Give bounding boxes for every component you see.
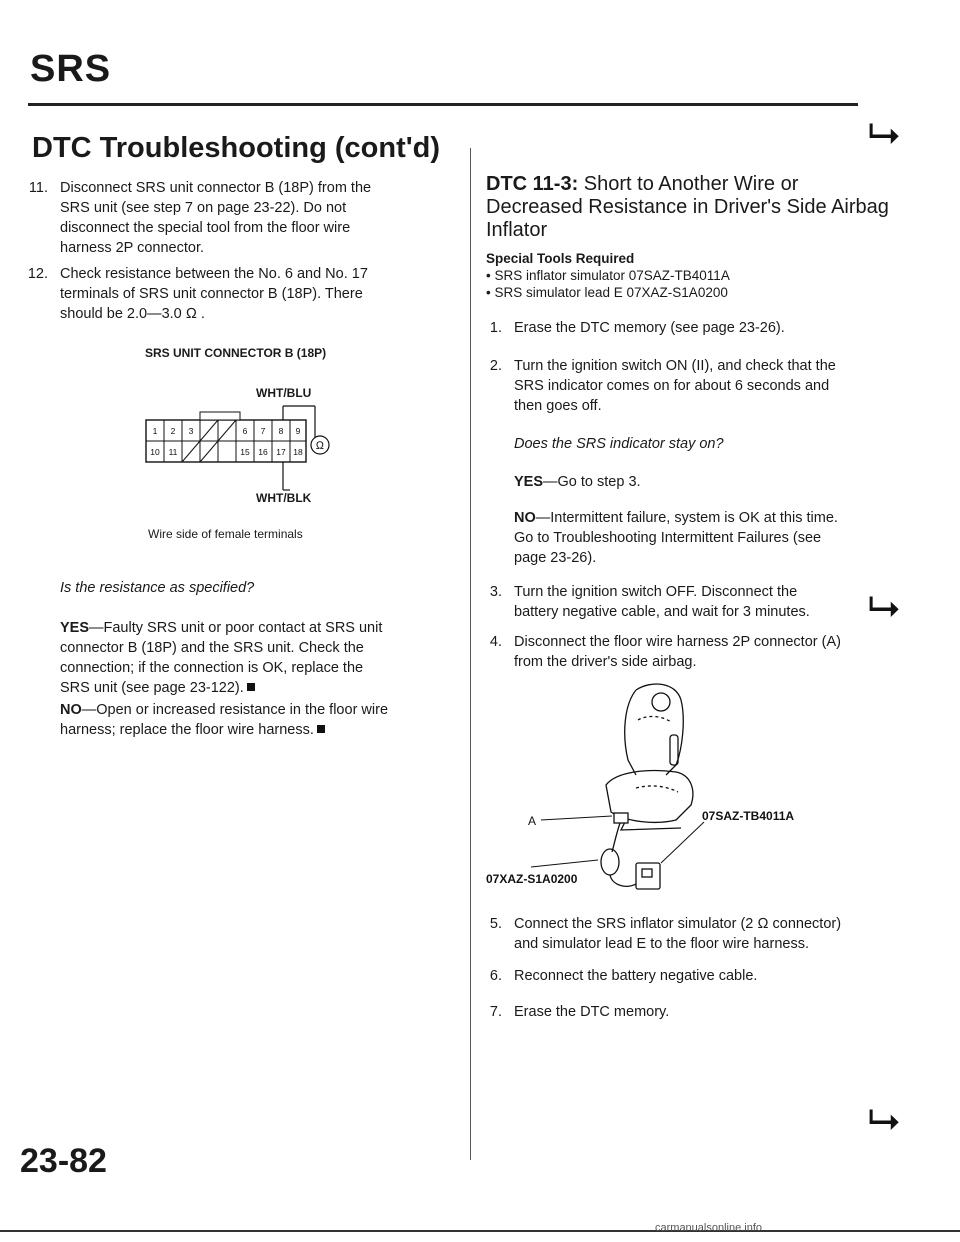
wire-label-top: WHT/BLU — [256, 386, 312, 400]
step-number: 5. — [489, 916, 502, 932]
no-label: NO — [60, 702, 82, 718]
page-number: 23-82 — [20, 1142, 107, 1180]
connector-figure-title: SRS UNIT CONNECTOR B (18P) — [145, 346, 327, 360]
no-answer — [60, 700, 470, 740]
question-resistance: Is the resistance as specified? — [60, 580, 255, 596]
step-number: 7. — [489, 1004, 502, 1020]
terminal-label: 15 — [240, 447, 250, 457]
terminal-label: 3 — [188, 426, 194, 436]
step-line: terminals of SRS unit connector B (18P). There — [60, 286, 363, 302]
callout-tool-2: 07XAZ-S1A0200 — [486, 872, 578, 886]
terminal-label: 10 — [150, 447, 160, 457]
step-line: Reconnect the battery negative cable. — [514, 968, 758, 984]
answer-line: page 23-26). — [514, 550, 597, 566]
step-line: from the driver's side airbag. — [514, 654, 697, 670]
callout-tool-1: 07SAZ-TB4011A — [702, 809, 795, 823]
step-number: 12. — [27, 266, 48, 282]
terminal-label: 6 — [242, 426, 248, 436]
terminal-label: 1 — [152, 426, 158, 436]
connector-figure-caption: Wire side of female terminals — [148, 527, 303, 541]
inflator-simulator-box — [636, 863, 660, 889]
step-number: 3. — [489, 584, 502, 600]
continuation-mark-bottom: ⮡ — [868, 1098, 900, 1142]
question-indicator: Does the SRS indicator stay on? — [514, 436, 724, 452]
dtc-title-line: Decreased Resistance in Driver's Side Airbag — [486, 196, 889, 218]
answer-line: SRS unit (see page 23-122). — [60, 680, 244, 696]
continuation-mark-middle: ⮡ — [868, 585, 900, 629]
callout-a: A — [528, 814, 537, 828]
step-line: Turn the ignition switch OFF. Disconnect the — [514, 584, 798, 600]
section-tag: SRS — [30, 48, 112, 90]
answer-line: connector B (18P) and the SRS unit. Check the — [60, 640, 364, 656]
step-line: harness 2P connector. — [60, 240, 205, 256]
yes-label: YES — [514, 474, 544, 490]
answer-line: harness; replace the floor wire harness. — [60, 722, 314, 738]
connector-diagram — [140, 398, 340, 498]
terminal-label: 18 — [293, 447, 303, 457]
step-line: Turn the ignition switch ON (II), and check that the — [514, 358, 836, 374]
answer-line: —Open or increased resistance in the floor wire — [81, 702, 389, 718]
page-title: DTC Troubleshooting (cont'd) — [32, 132, 440, 164]
step-line: should be 2.0—3.0 Ω . — [60, 306, 205, 322]
step-line: disconnect the special tool from the floor wire — [60, 220, 351, 236]
end-mark-icon — [247, 683, 255, 691]
no-answer-right — [514, 508, 914, 568]
dtc-title — [486, 173, 889, 242]
wire-label-bottom: WHT/BLK — [256, 491, 312, 505]
terminal-label: 9 — [295, 426, 301, 436]
step-line: battery negative cable, and wait for 3 minutes. — [514, 604, 810, 620]
continuation-mark-top: ⮡ — [868, 112, 900, 156]
yes-answer-right — [514, 472, 894, 492]
step-line: Erase the DTC memory. — [514, 1004, 670, 1020]
terminal-label: 8 — [278, 426, 284, 436]
no-label: NO — [514, 510, 536, 526]
step-line: Check resistance between the No. 6 and No. 17 — [60, 266, 368, 282]
yes-label: YES — [60, 620, 90, 636]
tool-item: • SRS inflator simulator 07SAZ-TB4011A — [486, 268, 730, 283]
terminal-label: 16 — [258, 447, 268, 457]
terminal-label: 11 — [168, 447, 178, 457]
dtc-title-line: Inflator — [486, 219, 548, 241]
terminal-label: 17 — [276, 447, 286, 457]
answer-line: —Faulty SRS unit or poor contact at SRS unit — [89, 620, 383, 636]
watermark-link[interactable]: carmanualsonline.info — [655, 1222, 763, 1234]
step-line: Connect the SRS inflator simulator (2 Ω connector) — [514, 916, 842, 932]
seat-back-outline — [636, 684, 683, 775]
answer-line: —Intermittent failure, system is OK at this time. — [535, 510, 838, 526]
ohmmeter-symbol: Ω — [315, 440, 325, 452]
footer-rule — [0, 1230, 960, 1232]
dtc-title-line: Short to Another Wire or — [578, 173, 799, 195]
tool-item: • SRS simulator lead E 07XAZ-S1A0200 — [486, 285, 728, 300]
terminal-label: 7 — [260, 426, 266, 436]
step-number: 4. — [489, 634, 502, 650]
special-tools — [486, 250, 886, 301]
step-line: and simulator lead E to the floor wire harness. — [514, 936, 809, 952]
headrest-shape — [652, 693, 670, 711]
harness-connector-shape — [614, 813, 628, 823]
simulator-lead-loop — [601, 849, 619, 875]
step-line: Disconnect the floor wire harness 2P connector (A) — [514, 634, 841, 650]
step-number: 1. — [489, 320, 502, 336]
step-line: Erase the DTC memory (see page 23-26). — [514, 320, 785, 336]
step-number: 11. — [28, 180, 48, 196]
column-divider — [470, 148, 471, 1160]
dtc-code: DTC 11-3: — [486, 173, 579, 195]
answer-line: connection; if the connection is OK, replace the — [60, 660, 364, 676]
terminal-label: 2 — [170, 426, 176, 436]
tools-heading: Special Tools Required — [486, 251, 635, 266]
step-line: then goes off. — [514, 398, 602, 414]
step-line: SRS unit (see step 7 on page 23-22). Do not — [60, 200, 347, 216]
end-mark-icon — [317, 725, 325, 733]
answer-line: Go to Troubleshooting Intermittent Failures (see — [514, 530, 822, 546]
header-rule — [28, 103, 858, 106]
step-number: 2. — [489, 358, 502, 374]
airbag-simulator-figure — [486, 680, 846, 895]
step-number: 6. — [489, 968, 502, 984]
yes-answer — [60, 618, 460, 698]
answer-line: —Go to step 3. — [543, 474, 641, 490]
step-line: SRS indicator comes on for about 6 seconds and — [514, 378, 830, 394]
step-line: Disconnect SRS unit connector B (18P) from the — [60, 180, 372, 196]
